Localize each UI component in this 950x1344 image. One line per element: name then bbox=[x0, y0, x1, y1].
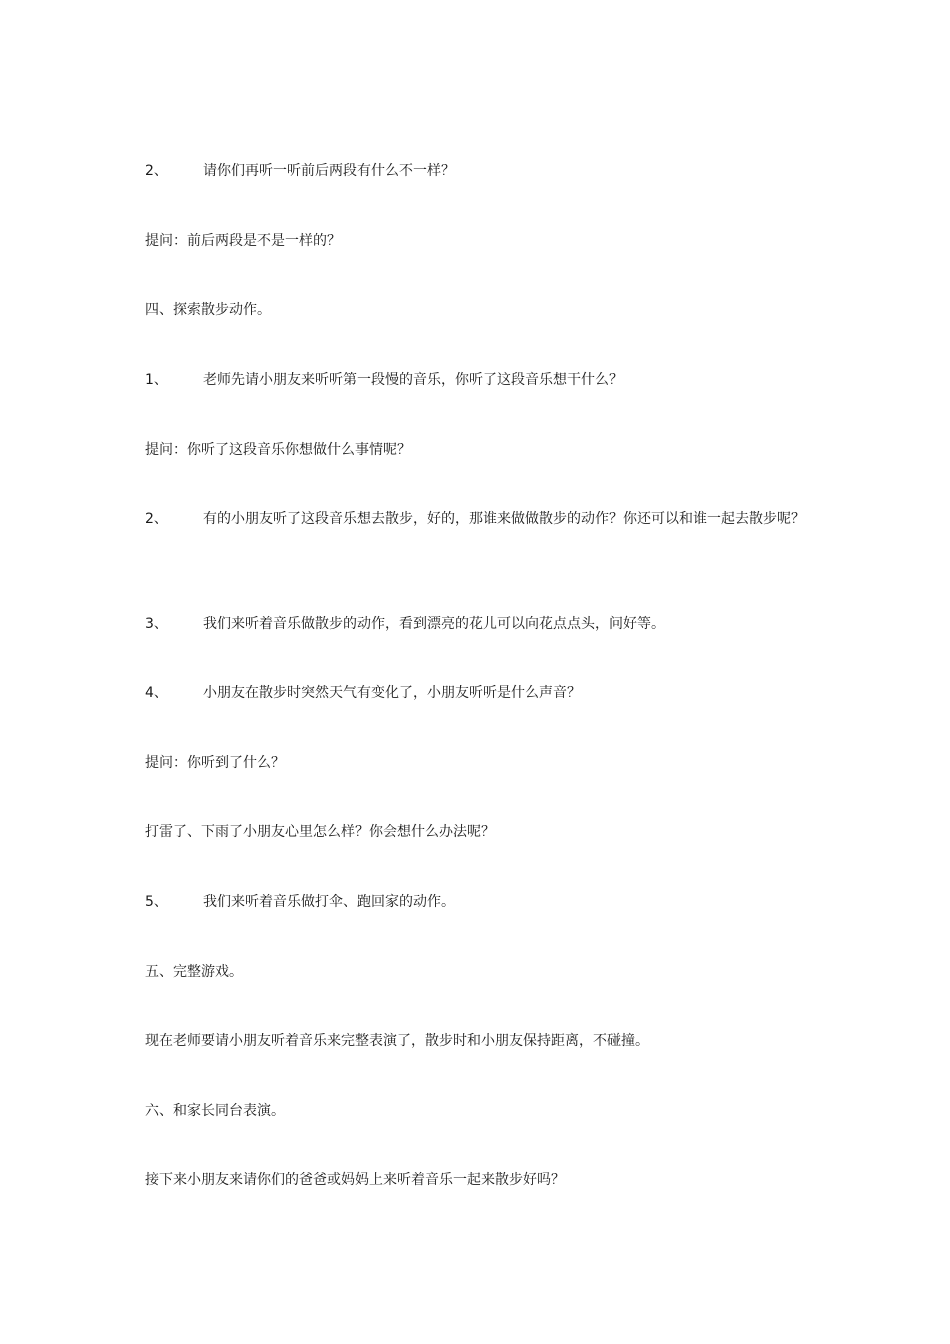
section-heading bbox=[145, 300, 805, 320]
item-number: 1、 bbox=[145, 372, 168, 388]
paragraph bbox=[145, 1031, 805, 1051]
numbered-item bbox=[145, 614, 805, 634]
question-line bbox=[145, 231, 805, 251]
item-text: 我们来听着音乐做打伞、跑回家的动作。 bbox=[203, 894, 455, 910]
item-number: 2、 bbox=[145, 511, 168, 527]
paragraph-text: 接下来小朋友来请你们的爸爸或妈妈上来听着音乐一起来散步好吗？ bbox=[145, 1172, 565, 1188]
section-heading bbox=[145, 1101, 805, 1121]
numbered-item bbox=[145, 502, 805, 536]
paragraph-text: 提问：你听到了什么？ bbox=[145, 755, 285, 771]
item-text: 请你们再听一听前后两段有什么不一样？ bbox=[203, 163, 455, 179]
item-number: 5、 bbox=[145, 894, 168, 910]
heading-text: 四、探索散步动作。 bbox=[145, 302, 271, 318]
paragraph-text: 提问：前后两段是不是一样的？ bbox=[145, 233, 341, 249]
item-number: 2、 bbox=[145, 163, 168, 179]
paragraph-text: 提问：你听了这段音乐你想做什么事情呢？ bbox=[145, 442, 411, 458]
heading-text: 六、和家长同台表演。 bbox=[145, 1103, 285, 1119]
paragraph bbox=[145, 822, 805, 842]
paragraph-text: 打雷了、下雨了小朋友心里怎么样？你会想什么办法呢？ bbox=[145, 824, 495, 840]
item-text: 老师先请小朋友来听听第一段慢的音乐，你听了这段音乐想干什么？ bbox=[203, 372, 623, 388]
item-number: 3、 bbox=[145, 616, 168, 632]
heading-text: 五、完整游戏。 bbox=[145, 964, 243, 980]
item-number: 4、 bbox=[145, 685, 168, 701]
numbered-item bbox=[145, 683, 805, 703]
numbered-item bbox=[145, 370, 805, 390]
numbered-item bbox=[145, 161, 805, 181]
item-text: 我们来听着音乐做散步的动作，看到漂亮的花儿可以向花点点头，问好等。 bbox=[203, 616, 665, 632]
question-line bbox=[145, 440, 805, 460]
paragraph bbox=[145, 1170, 805, 1190]
section-heading bbox=[145, 962, 805, 982]
item-text: 有的小朋友听了这段音乐想去散步，好的，那谁来做做散步的动作？你还可以和谁一起去散步呢？ bbox=[203, 511, 805, 527]
numbered-item bbox=[145, 892, 805, 912]
question-line bbox=[145, 753, 805, 773]
item-text: 小朋友在散步时突然天气有变化了，小朋友听听是什么声音？ bbox=[203, 685, 581, 701]
paragraph-text: 现在老师要请小朋友听着音乐来完整表演了，散步时和小朋友保持距离，不碰撞。 bbox=[145, 1033, 649, 1049]
